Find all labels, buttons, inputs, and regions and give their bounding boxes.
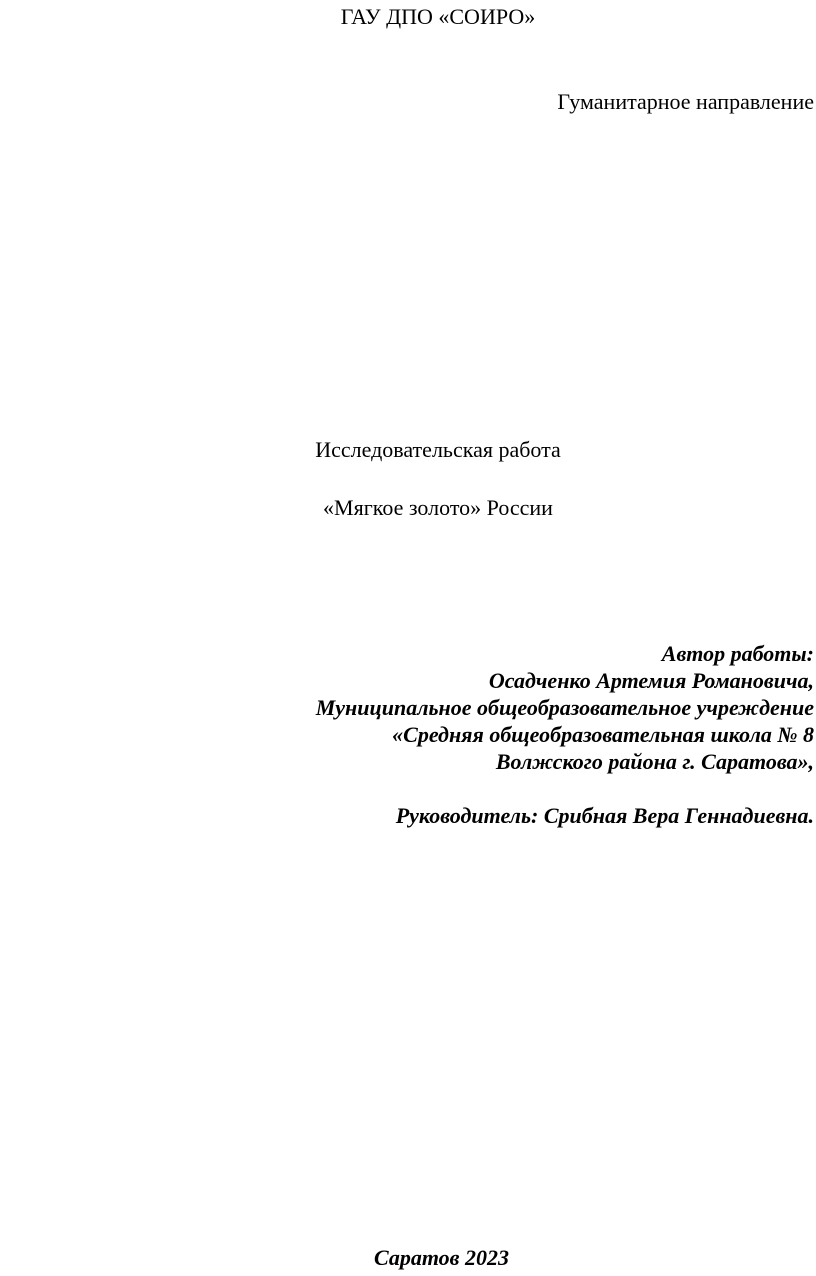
research-direction: Гуманитарное направление: [557, 89, 814, 114]
author-block: [316, 640, 814, 829]
work-type: Исследовательская работа: [315, 437, 561, 462]
city-year: Саратов 2023: [374, 1245, 509, 1270]
supervisor: Руководитель: Срибная Вера Геннадиевна.: [395, 803, 814, 828]
work-title: «Мягкое золото» России: [323, 495, 553, 520]
organization-name: ГАУ ДПО «СОИРО»: [340, 4, 536, 29]
school-line-1: Муниципальное общеобразовательное учреждение: [315, 695, 814, 720]
author-label: Автор работы:: [661, 641, 814, 666]
school-line-3: Волжского района г. Саратова»,: [495, 749, 814, 774]
author-name: Осадченко Артемия Романовича,: [488, 668, 814, 693]
school-line-2: «Средняя общеобразовательная школа № 8: [392, 722, 814, 747]
